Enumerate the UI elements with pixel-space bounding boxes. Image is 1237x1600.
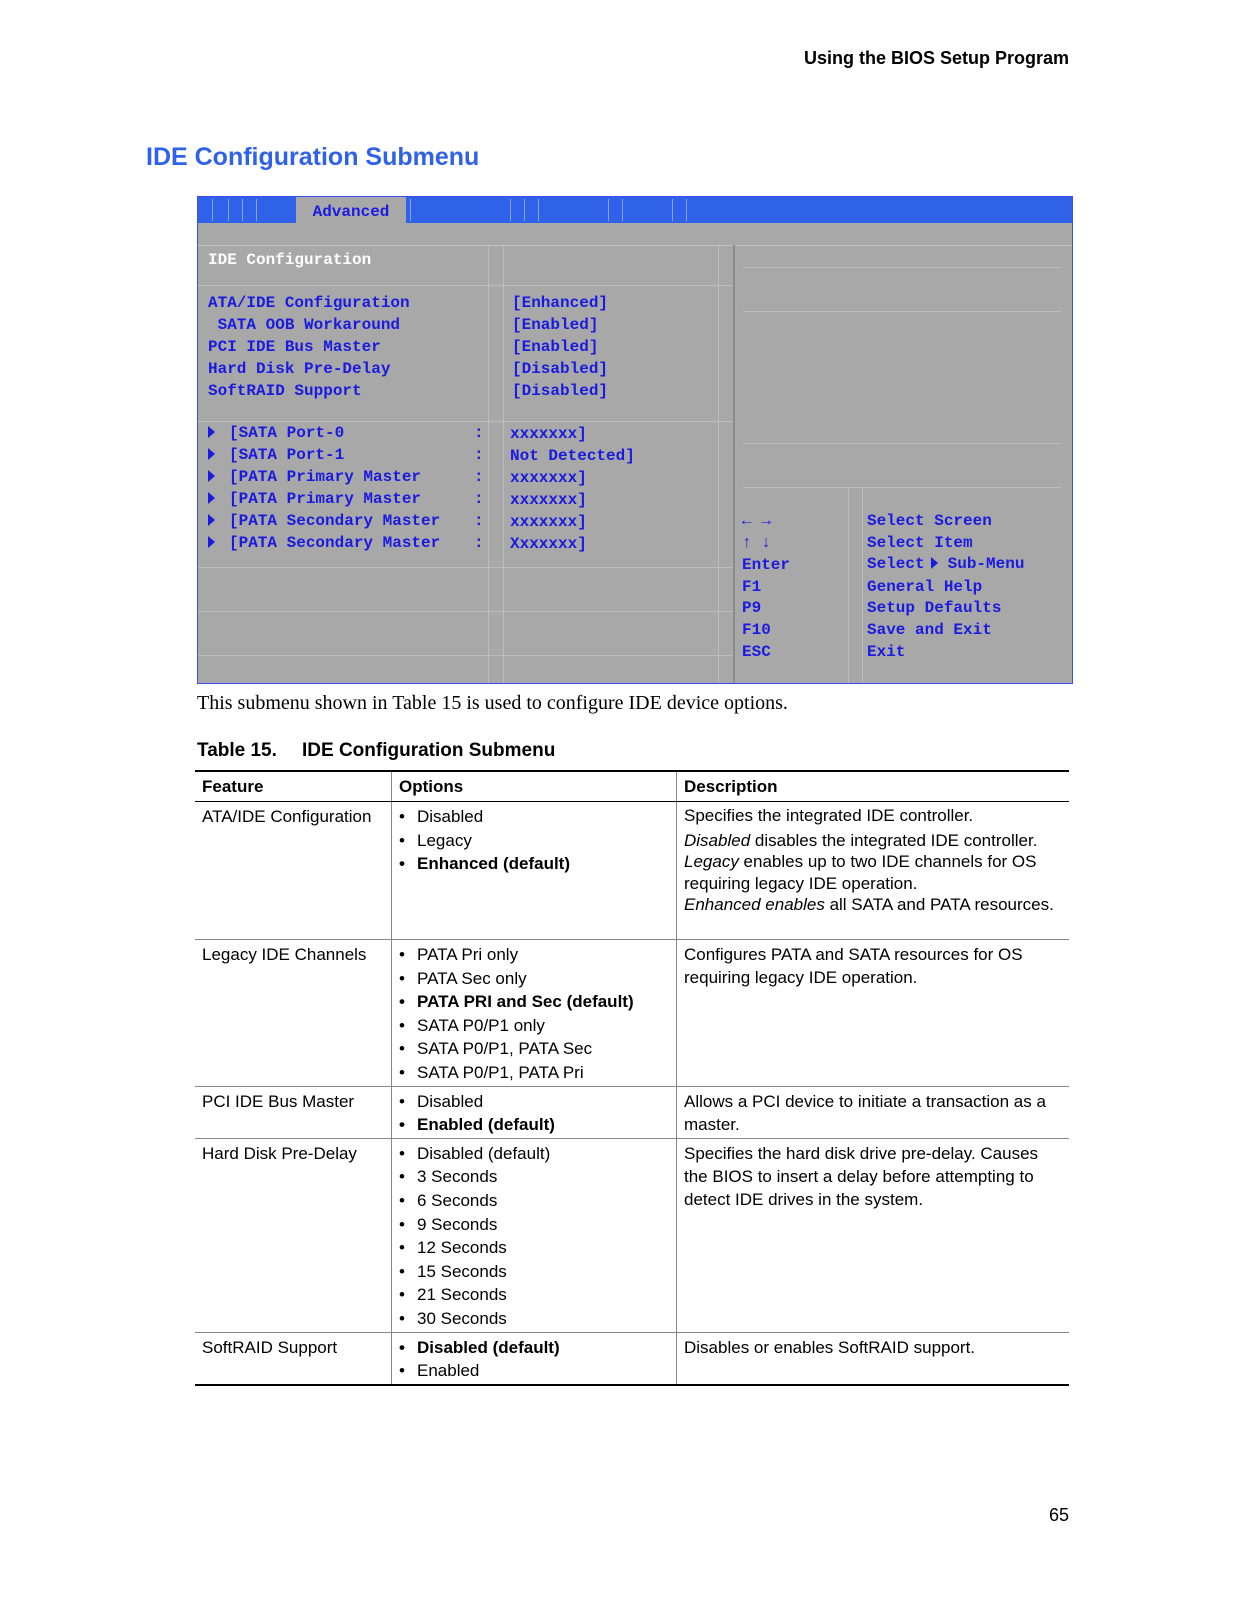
bios-port-value: xxxxxxx] bbox=[510, 425, 587, 443]
bios-port-label: [PATA Secondary Master bbox=[229, 534, 441, 552]
submenu-arrow-icon bbox=[208, 536, 215, 548]
ide-config-table bbox=[195, 770, 1069, 1386]
help-action: Exit bbox=[867, 643, 906, 661]
desc-line: Disabled disables the integrated IDE controller. bbox=[684, 830, 1038, 850]
table-row bbox=[195, 940, 1069, 1087]
help-key: F1 bbox=[742, 578, 762, 596]
options-cell bbox=[392, 940, 677, 1087]
desc-line: Enhanced enables all SATA and PATA resources. bbox=[684, 895, 1054, 914]
desc-line: Legacy enables up to two IDE channels for OS requiring legacy IDE operation. bbox=[684, 852, 1037, 893]
option-item: • Enabled bbox=[399, 1359, 669, 1383]
description-cell: Configures PATA and SATA resources for OS requiring legacy IDE operation. bbox=[677, 940, 1070, 1087]
bios-port-sep: : bbox=[474, 424, 484, 442]
bios-setting-value[interactable]: [Enhanced] bbox=[512, 294, 609, 312]
header-feature: Feature bbox=[195, 771, 392, 802]
bios-setting-label[interactable]: Hard Disk Pre-Delay bbox=[208, 360, 391, 378]
bios-port-label: [SATA Port-1 bbox=[229, 446, 345, 464]
feature-cell: ATA/IDE Configuration bbox=[195, 802, 392, 940]
option-item: • 30 Seconds bbox=[399, 1307, 669, 1331]
option-item: • Legacy bbox=[399, 829, 669, 853]
bios-port-sep: : bbox=[474, 534, 484, 552]
intro-text: This submenu shown in Table 15 is used to configure IDE device options. bbox=[197, 692, 788, 714]
option-item-default: • Disabled (default) bbox=[399, 1336, 669, 1360]
bios-menubar bbox=[198, 197, 1072, 223]
table-title: IDE Configuration Submenu bbox=[302, 740, 556, 761]
option-item: • 15 Seconds bbox=[399, 1260, 669, 1284]
table-caption bbox=[197, 740, 555, 762]
feature-cell: PCI IDE Bus Master bbox=[195, 1086, 392, 1138]
help-key: Enter bbox=[742, 556, 791, 574]
help-action: Select Sub-Menu bbox=[867, 555, 1025, 573]
bios-setting-label[interactable]: SoftRAID Support bbox=[208, 382, 362, 400]
bios-port-item[interactable] bbox=[208, 511, 440, 531]
option-item: • Disabled bbox=[399, 805, 669, 829]
submenu-arrow-icon bbox=[931, 557, 938, 569]
bios-setting-value[interactable]: [Disabled] bbox=[512, 382, 609, 400]
help-action: Select Item bbox=[867, 534, 973, 552]
bios-port-item[interactable] bbox=[208, 445, 344, 465]
feature-cell: SoftRAID Support bbox=[195, 1332, 392, 1385]
bios-setting-value[interactable]: [Enabled] bbox=[512, 338, 599, 356]
option-item: • 3 Seconds bbox=[399, 1165, 669, 1189]
description-cell: Allows a PCI device to initiate a transaction as a master. bbox=[677, 1086, 1070, 1138]
bios-port-label: [SATA Port-0 bbox=[229, 424, 345, 442]
option-item: • PATA Pri only bbox=[399, 943, 669, 967]
option-item: • PATA Sec only bbox=[399, 967, 669, 991]
help-action: Select Screen bbox=[867, 512, 992, 530]
bios-port-item[interactable] bbox=[208, 533, 440, 553]
help-key: P9 bbox=[742, 599, 762, 617]
bios-column-divider bbox=[733, 245, 735, 683]
table-row bbox=[195, 1138, 1069, 1332]
table-number: Table 15. bbox=[197, 740, 277, 761]
bios-port-value: xxxxxxx] bbox=[510, 513, 587, 531]
help-key-arrows-ud: ↑ ↓ bbox=[742, 534, 771, 552]
bios-screen bbox=[197, 196, 1073, 684]
bios-setting-label[interactable]: SATA OOB Workaround bbox=[208, 316, 401, 334]
options-cell bbox=[392, 1332, 677, 1385]
bios-port-item[interactable] bbox=[208, 423, 344, 443]
submenu-arrow-icon bbox=[208, 448, 215, 460]
bios-port-item[interactable] bbox=[208, 489, 421, 509]
table-header-row bbox=[195, 771, 1069, 802]
header-description: Description bbox=[677, 771, 1070, 802]
bios-setting-label[interactable]: ATA/IDE Configuration bbox=[208, 294, 410, 312]
option-item: • SATA P0/P1 only bbox=[399, 1014, 669, 1038]
option-item: • 9 Seconds bbox=[399, 1213, 669, 1237]
help-action: General Help bbox=[867, 578, 983, 596]
description-cell: Specifies the hard disk drive pre-delay. Causes the BIOS to insert a delay before attempting to detect IDE drives in the system. bbox=[677, 1138, 1070, 1332]
option-item: • Disabled bbox=[399, 1090, 669, 1114]
option-item-default: • Enabled (default) bbox=[399, 1113, 669, 1137]
help-action: Save and Exit bbox=[867, 621, 992, 639]
bios-port-item[interactable] bbox=[208, 467, 421, 487]
help-key: ESC bbox=[742, 643, 771, 661]
bios-panel-title: IDE Configuration bbox=[208, 251, 372, 269]
feature-cell: Legacy IDE Channels bbox=[195, 940, 392, 1087]
options-cell bbox=[392, 1086, 677, 1138]
option-item: • SATA P0/P1, PATA Sec bbox=[399, 1037, 669, 1061]
description-cell: Disables or enables SoftRAID support. bbox=[677, 1332, 1070, 1385]
header-options: Options bbox=[392, 771, 677, 802]
page-number: 65 bbox=[1048, 1505, 1069, 1525]
help-key-arrows-lr: ← → bbox=[742, 512, 771, 530]
option-item: • 21 Seconds bbox=[399, 1283, 669, 1307]
feature-cell: Hard Disk Pre-Delay bbox=[195, 1138, 392, 1332]
option-item-default: • Disabled (default) bbox=[399, 1142, 669, 1166]
bios-port-label: [PATA Secondary Master bbox=[229, 512, 441, 530]
table-row bbox=[195, 1086, 1069, 1138]
option-item-default: • Enhanced (default) bbox=[399, 852, 669, 876]
option-item: • SATA P0/P1, PATA Pri bbox=[399, 1061, 669, 1085]
submenu-arrow-icon bbox=[208, 470, 215, 482]
tab-advanced[interactable]: Advanced bbox=[296, 197, 406, 223]
bios-port-value: Not Detected] bbox=[510, 447, 635, 465]
section-title: IDE Configuration Submenu bbox=[146, 143, 480, 171]
bios-band bbox=[198, 223, 1072, 246]
submenu-arrow-icon bbox=[208, 514, 215, 526]
options-cell bbox=[392, 1138, 677, 1332]
table-row bbox=[195, 1332, 1069, 1385]
submenu-arrow-icon bbox=[208, 492, 215, 504]
bios-port-label: [PATA Primary Master bbox=[229, 468, 422, 486]
options-cell bbox=[392, 802, 677, 940]
bios-port-label: [PATA Primary Master bbox=[229, 490, 422, 508]
bios-setting-value[interactable]: [Enabled] bbox=[512, 316, 599, 334]
option-item: • 6 Seconds bbox=[399, 1189, 669, 1213]
bios-port-sep: : bbox=[474, 468, 484, 486]
submenu-arrow-icon bbox=[208, 426, 215, 438]
table-row bbox=[195, 802, 1069, 940]
bios-port-value: xxxxxxx] bbox=[510, 469, 587, 487]
bios-setting-label[interactable]: PCI IDE Bus Master bbox=[208, 338, 381, 356]
option-item: • 12 Seconds bbox=[399, 1236, 669, 1260]
bios-port-value: xxxxxxx] bbox=[510, 491, 587, 509]
bios-port-sep: : bbox=[474, 512, 484, 530]
bios-port-sep: : bbox=[474, 446, 484, 464]
option-item-default: • PATA PRI and Sec (default) bbox=[399, 990, 669, 1014]
running-header: Using the BIOS Setup Program bbox=[803, 48, 1069, 68]
help-action: Setup Defaults bbox=[867, 599, 1002, 617]
help-key: F10 bbox=[742, 621, 771, 639]
bios-port-value: Xxxxxxx] bbox=[510, 535, 587, 553]
bios-port-sep: : bbox=[474, 490, 484, 508]
desc-line: Specifies the integrated IDE controller. bbox=[684, 806, 974, 825]
description-cell bbox=[677, 802, 1070, 940]
bios-setting-value[interactable]: [Disabled] bbox=[512, 360, 609, 378]
